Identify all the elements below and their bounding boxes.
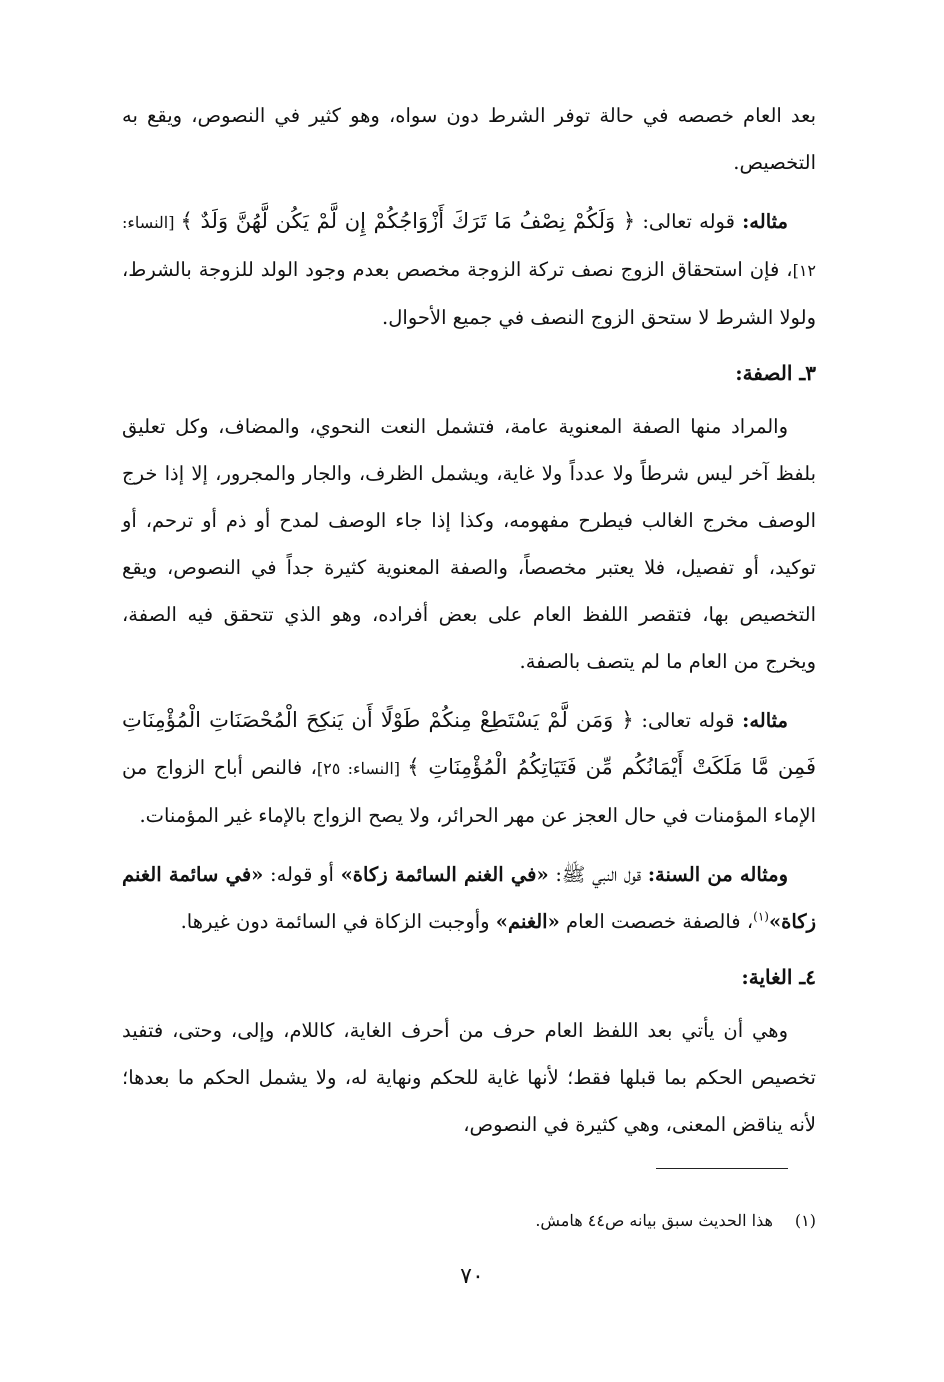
page-number: ٧٠ [460,1264,484,1289]
verse-reference: [النساء: ١٢] [122,213,816,280]
footnote-divider [656,1168,788,1169]
quran-verse: ﴿ وَلَكُمْ نِصْفُ مَا تَرَكَ أَزْوَاجُكُمْ إِن لَّمْ يَكُن لَّهُنَّ وَلَدٌ ﴾ [180,209,636,233]
quran-verse: ﴿ وَمَن لَّمْ يَسْتَطِعْ مِنكُمْ طَوْلًا أَن يَنكِحَ الْمُحْصَنَاتِ الْمُؤْمِنَاتِ فَمِن مَّا مَلَكَتْ أَيْمَانُكُم مِّن فَتَيَاتِكُمُ الْمُؤْمِنَاتِ ﴾ [122,708,816,779]
footnote-number: (١) [794,1211,816,1230]
paragraph-example-condition [122,198,816,341]
example-intro: قوله تعالى: [633,709,743,732]
example-label: مثاله: [742,709,788,732]
paragraph-example-sunnah [122,851,816,945]
emphasized-word: «الغنم» [495,910,560,933]
footnote [122,1208,816,1234]
page-body [122,92,816,1160]
paragraph-sifa-definition [122,403,816,685]
hadith-quote: «في الغنم السائمة زكاة» [340,863,549,886]
paragraph-text: والمراد منها الصفة المعنوية عامة، فتشمل النعت النحوي، والمضاف، وكل تعليق بلفظ آخر ليس شرطاً ولا عدداً ولا غاية، ويشمل الظرف، والجار والمجرور، إلا إذا خرج الوصف مخرج الغالب فيطرح مفهومه، وكذا إذا جاء الوصف لمدح أو ذم أو ترحم، أو توكيد، أو تفصيل، فلا يعتبر مخصصاً، والصفة المعنوية كثيرة جداً في النصوص، ويقع التخصيص بها، فتقصر اللفظ العام على بعض أفراده، وهو الذي تتحقق فيه الصفة، ويخرج من العام ما لم يتصف بالصفة. [122,415,816,673]
example-intro: قوله تعالى: [635,210,743,233]
paragraph-text: وهي أن يأتي بعد اللفظ العام حرف من أحرف الغاية، كاللام، وإلى، وحتى، فتفيد تخصيص الحكم بما قبلها فقط؛ لأنها غاية للحكم ونهاية له، ولا يشمل الحكم ما بعدها؛ لأنه يناقض المعنى، وهي كثيرة في النصوص، [122,1019,816,1136]
section-heading-ghaya: ٤ـ الغاية: [741,965,816,989]
paragraph-example-sifa [122,697,816,839]
paragraph-text: ، فالصفة خصصت العام [559,910,754,933]
paragraph-ghaya-definition [122,1007,816,1148]
paragraph-intro [122,92,816,186]
connector-text: أو قوله: [263,863,341,886]
paragraph-text: ، فالنص أباح الزواج من الإماء المؤمنات في حال العجز عن مهر الحرائر، ولا يصح الزواج بالإماء غير المؤمنات. [122,756,816,827]
paragraph-text: ، فإن استحقاق الزوج نصف تركة الزوجة مخصص بعدم وجود الولد للزوجة بالشرط، ولولا الشرط لا ستحق الزوج النصف في جميع الأحوال. [122,258,816,329]
section-heading-sifa: ٣ـ الصفة: [735,361,816,385]
paragraph-text: وأوجبت الزكاة في السائمة دون غيرها. [180,910,496,933]
paragraph-text: بعد العام خصصه في حالة توفر الشرط دون سواه، وهو كثير في النصوص، ويقع به التخصيص. [122,104,816,174]
example-intro: قول النبي ﷺ: [548,863,648,886]
example-label: مثاله: [742,210,788,233]
footnote-marker[interactable]: (١) [753,909,769,924]
verse-reference: [النساء: ٢٥] [316,759,408,778]
hadith-quote: «في سائمة الغنم زكاة» [122,863,816,933]
footnote-text: هذا الحديث سبق بيانه ص٤٤ هامش. [535,1211,773,1230]
example-label: ومثاله من السنة: [647,863,789,886]
